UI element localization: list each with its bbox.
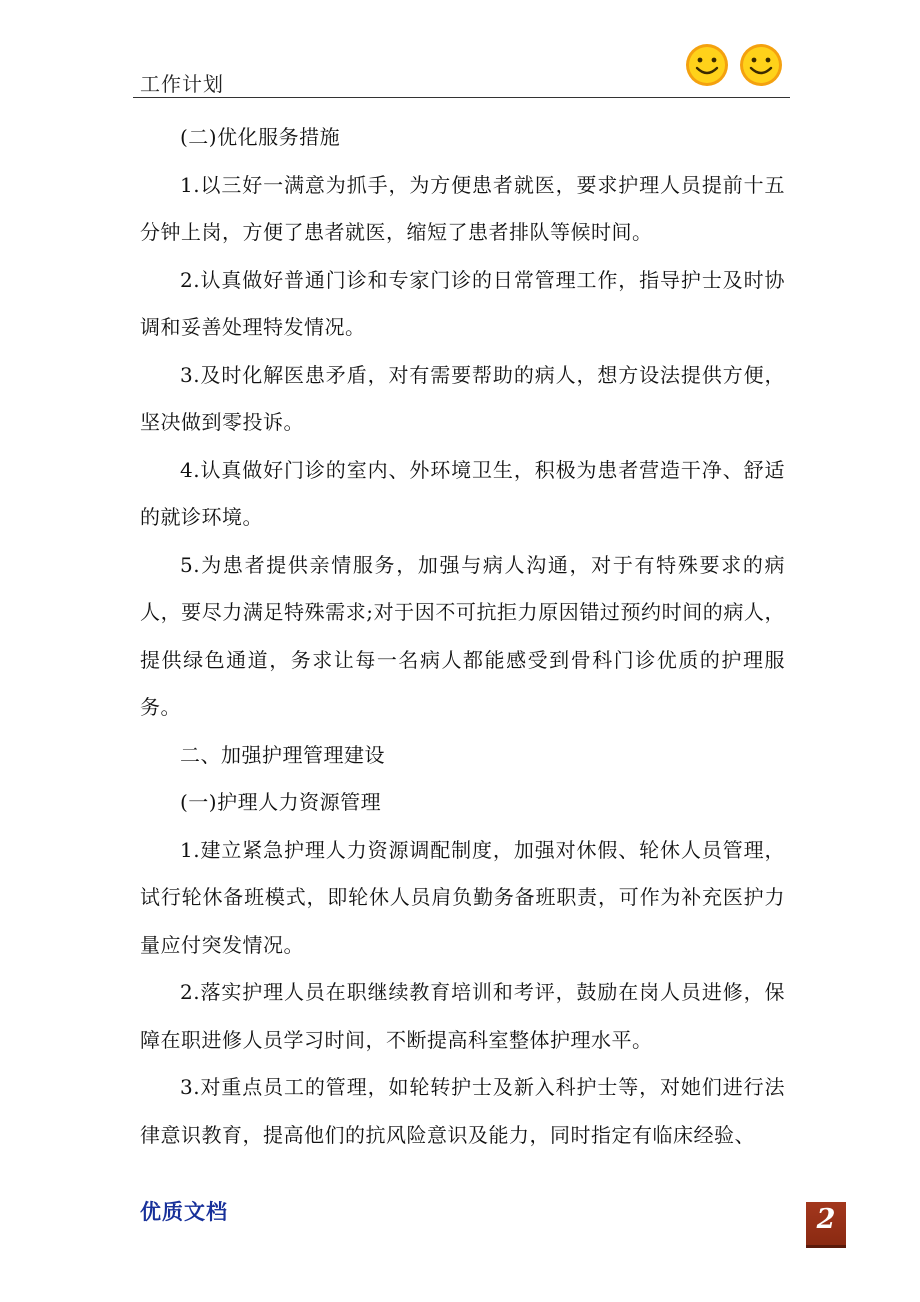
section-heading: 二、加强护理管理建设	[180, 742, 385, 767]
paragraph: 2.认真做好普通门诊和专家门诊的日常管理工作，指导护士及时协调和妥善处理特发情况。	[140, 267, 785, 339]
paragraph: 5.为患者提供亲情服务，加强与病人沟通，对于有特殊要求的病人，要尽力满足特殊需求;对于因不可抗拒力原因错过预约时间的病人，提供绿色通道，务求让每一名病人都能感受到骨科门诊优质的护理服务。	[140, 552, 785, 719]
footer-brand: 优质文档	[140, 1200, 228, 1224]
paragraph: 2.落实护理人员在职继续教育培训和考评，鼓励在岗人员进修，保障在职进修人员学习时间，不断提高科室整体护理水平。	[140, 980, 785, 1052]
section-heading: (一)护理人力资源管理	[180, 790, 382, 814]
smiley-face-icon	[738, 42, 784, 88]
header-decoration	[684, 42, 784, 88]
paragraph: 1.以三好一满意为抓手，为方便患者就医，要求护理人员提前十五分钟上岗，方便了患者就医，缩短了患者排队等候时间。	[140, 172, 785, 244]
paragraph: 4.认真做好门诊的室内、外环境卫生，积极为患者营造干净、舒适的就诊环境。	[140, 457, 785, 529]
header-title: 工作计划	[140, 72, 224, 96]
smiley-face-icon	[684, 42, 730, 88]
paragraph: 1.建立紧急护理人力资源调配制度，加强对休假、轮休人员管理，试行轮休备班模式，即轮休人员肩负勤务备班职责，可作为补充医护力量应付突发情况。	[140, 837, 785, 957]
document-body	[140, 114, 785, 1159]
section-heading: (二)优化服务措施	[180, 125, 341, 149]
page-number: 2	[816, 1204, 836, 1235]
page-number-badge	[806, 1202, 846, 1248]
paragraph: 3.对重点员工的管理，如轮转护士及新入科护士等，对她们进行法律意识教育，提高他们的抗风险意识及能力，同时指定有临床经验、	[140, 1075, 785, 1147]
header-divider	[133, 97, 790, 98]
paragraph: 3.及时化解医患矛盾，对有需要帮助的病人，想方设法提供方便，坚决做到零投诉。	[140, 362, 785, 434]
